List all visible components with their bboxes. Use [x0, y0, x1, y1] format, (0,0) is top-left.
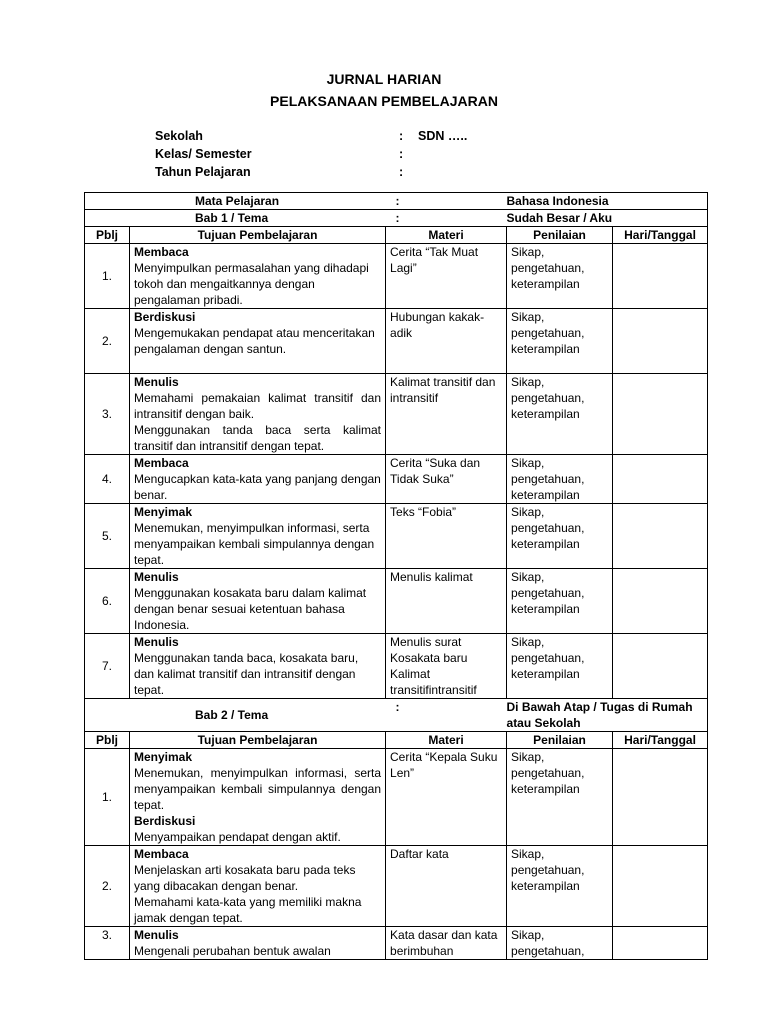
row-number: 3.	[85, 927, 130, 960]
table-row	[85, 374, 708, 455]
info-row-kelas	[155, 145, 467, 163]
table-row	[85, 504, 708, 569]
objective-text: Mengenali perubahan bentuk awalan	[134, 944, 331, 958]
hari-cell[interactable]	[613, 374, 708, 455]
hari-cell[interactable]	[613, 927, 708, 960]
penilaian-cell: Sikap, pengetahuan, keterampilan	[507, 846, 613, 927]
penilaian-cell: Sikap, pengetahuan, keterampilan	[507, 309, 613, 374]
materi-line-3: Kalimat transitifintransitif	[390, 667, 477, 697]
row-number: 2.	[85, 309, 130, 374]
header-hari: Hari/Tanggal	[613, 732, 708, 749]
objective-text: Memahami pemakaian kalimat transitif dan intransitif dengan baik.	[134, 391, 382, 421]
hari-cell[interactable]	[613, 244, 708, 309]
skill-label: Menulis	[134, 928, 179, 942]
objective-text: Menemukan, menyimpulkan informasi, serta menyampaikan kembali simpulannya dengan tepat.	[134, 521, 375, 567]
skill-label: Menulis	[134, 375, 179, 389]
bab2-label: Bab 2 / Tema	[85, 699, 386, 732]
objective-text: Menemukan, menyimpulkan informasi, serta menyampaikan kembali simpulannya dengan tepat.	[134, 766, 382, 812]
header-tujuan: Tujuan Pembelajaran	[130, 227, 386, 244]
materi-cell: Cerita “Tak Muat Lagi”	[386, 244, 507, 309]
objective-text: Menyimpulkan permasalahan yang dihadapi tokoh dan mengaitkannya dengan pengalaman pribadi.	[134, 261, 369, 307]
bab2-row	[85, 699, 708, 732]
skill-label: Membaca	[134, 847, 189, 861]
info-row-tahun	[155, 163, 467, 181]
header-hari: Hari/Tanggal	[613, 227, 708, 244]
materi-cell: Kalimat transitif dan intransitif	[386, 374, 507, 455]
header-tujuan: Tujuan Pembelajaran	[130, 732, 386, 749]
row-number: 4.	[85, 455, 130, 504]
skill-label: Menulis	[134, 635, 179, 649]
skill-label: Berdiskusi	[134, 310, 196, 324]
skill-label: Menyimak	[134, 505, 193, 519]
hari-cell[interactable]	[613, 309, 708, 374]
row-number: 3.	[85, 374, 130, 455]
hari-cell[interactable]	[613, 634, 708, 699]
table-row	[85, 749, 708, 846]
penilaian-cell: Sikap, pengetahuan,	[507, 927, 613, 960]
row-number: 6.	[85, 569, 130, 634]
penilaian-cell: Sikap, pengetahuan, keterampilan	[507, 569, 613, 634]
penilaian-cell: Sikap, pengetahuan, keterampilan	[507, 504, 613, 569]
bab1-colon: :	[386, 210, 507, 227]
school-info	[155, 127, 467, 181]
table-row	[85, 309, 708, 374]
bab1-label: Bab 1 / Tema	[85, 210, 386, 227]
table-row	[85, 455, 708, 504]
materi-cell: Hubungan kakak-adik	[386, 309, 507, 374]
header-penilaian: Penilaian	[507, 227, 613, 244]
mapel-row	[85, 193, 708, 210]
table-row	[85, 846, 708, 927]
materi-cell: Daftar kata	[386, 846, 507, 927]
skill-label: Menyimak	[134, 750, 193, 764]
hari-cell[interactable]	[613, 846, 708, 927]
objective-text: Menjelaskan arti kosakata baru pada teks yang dibacakan dengan benar.	[134, 863, 356, 893]
info-label: Sekolah	[155, 129, 203, 143]
objective-text: Menggunakan kosakata baru dalam kalimat dengan benar sesuai ketentuan bahasa Indonesia.	[134, 586, 367, 632]
table-header-2	[85, 732, 708, 749]
objective-text: Menggunakan tanda baca, kosakata baru, dan kalimat transitif dan intransitif dengan tepat.	[134, 651, 359, 697]
objective-text-2: Memahami kata-kata yang memiliki makna jamak dengan tepat.	[134, 895, 362, 925]
skill-label: Menulis	[134, 570, 179, 584]
table-row	[85, 569, 708, 634]
info-label: Tahun Pelajaran	[155, 165, 251, 179]
materi-line-2: Kosakata baru	[390, 651, 468, 665]
info-value: SDN …..	[418, 129, 468, 143]
mapel-value: Bahasa Indonesia	[507, 193, 708, 210]
header-materi: Materi	[386, 732, 507, 749]
hari-cell[interactable]	[613, 504, 708, 569]
bab1-row	[85, 210, 708, 227]
objective-text-2: Menyampaikan pendapat dengan aktif.	[134, 830, 341, 844]
materi-cell: Cerita “Kepala Suku Len”	[386, 749, 507, 846]
row-number: 1.	[85, 749, 130, 846]
header-pblj: Pblj	[85, 227, 130, 244]
header-pblj: Pblj	[85, 732, 130, 749]
skill-label-2: Berdiskusi	[134, 814, 196, 828]
skill-label: Membaca	[134, 245, 189, 259]
hari-cell[interactable]	[613, 455, 708, 504]
row-number: 2.	[85, 846, 130, 927]
penilaian-cell: Sikap, pengetahuan, keterampilan	[507, 455, 613, 504]
mapel-label: Mata Pelajaran	[85, 193, 386, 210]
info-colon: :	[399, 147, 404, 161]
info-colon: :	[399, 165, 404, 179]
journal-table	[84, 192, 708, 960]
mapel-colon: :	[386, 193, 507, 210]
table-row	[85, 244, 708, 309]
doc-subtitle: PELAKSANAAN PEMBELAJARAN	[270, 93, 498, 109]
objective-text: Mengucapkan kata-kata yang panjang dengan benar.	[134, 472, 381, 502]
bab2-value: Di Bawah Atap / Tugas di Rumah atau Sekolah	[507, 699, 708, 732]
materi-cell: Menulis kalimat	[386, 569, 507, 634]
penilaian-cell: Sikap, pengetahuan, keterampilan	[507, 634, 613, 699]
objective-text-2: Menggunakan tanda baca serta kalimat transitif dan intransitif dengan tepat.	[134, 423, 382, 453]
penilaian-cell: Sikap, pengetahuan, keterampilan	[507, 244, 613, 309]
hari-cell[interactable]	[613, 749, 708, 846]
table-row	[85, 927, 708, 960]
hari-cell[interactable]	[613, 569, 708, 634]
row-number: 5.	[85, 504, 130, 569]
row-number: 7.	[85, 634, 130, 699]
objective-text: Mengemukakan pendapat atau menceritakan pengalaman dengan santun.	[134, 326, 375, 356]
penilaian-cell: Sikap, pengetahuan, keterampilan	[507, 749, 613, 846]
row-number: 1.	[85, 244, 130, 309]
info-row-sekolah	[155, 127, 467, 145]
bab1-value: Sudah Besar / Aku	[507, 210, 708, 227]
table-row	[85, 634, 708, 699]
materi-line: Menulis surat	[390, 635, 462, 649]
header-penilaian: Penilaian	[507, 732, 613, 749]
materi-cell: Teks “Fobia”	[386, 504, 507, 569]
penilaian-cell: Sikap, pengetahuan, keterampilan	[507, 374, 613, 455]
header-materi: Materi	[386, 227, 507, 244]
skill-label: Membaca	[134, 456, 189, 470]
info-label: Kelas/ Semester	[155, 147, 252, 161]
table-header	[85, 227, 708, 244]
materi-cell: Kata dasar dan kata berimbuhan	[386, 927, 507, 960]
materi-cell: Cerita “Suka dan Tidak Suka”	[386, 455, 507, 504]
doc-title: JURNAL HARIAN	[326, 71, 442, 87]
info-colon: :	[399, 129, 404, 143]
bab2-colon: :	[386, 699, 507, 732]
